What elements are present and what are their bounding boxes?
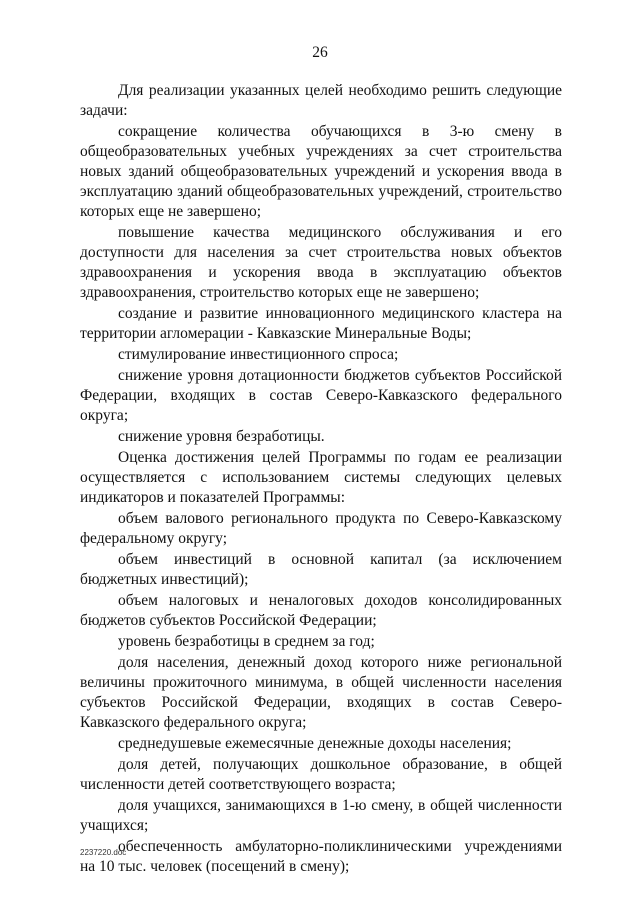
paragraph-task: создание и развитие инновационного медицинского кластера на территории агломерации - Кавказские Минеральные Воды;: [80, 305, 562, 342]
paragraph-indicator: среднедушевые ежемесячные денежные доходы населения;: [118, 735, 512, 752]
paragraph-indicator: доля учащихся, занимающихся в 1-ю смену, в общей численности учащихся;: [80, 797, 562, 834]
paragraph-task: повышение качества медицинского обслуживания и его доступности для населения за счет строительства новых объектов здравоохранения и ускорения ввода в эксплуатацию объектов здравоохранения, строительство которых еще не завершено;: [80, 224, 562, 301]
paragraph-indicator: доля детей, получающих дошкольное образование, в общей численности детей соответствующего возраста;: [80, 756, 562, 793]
paragraph-indicator: уровень безработицы в среднем за год;: [118, 633, 375, 650]
paragraph-intro: Для реализации указанных целей необходимо решить следующие задачи:: [80, 82, 562, 119]
paragraph-indicator: обеспеченность амбулаторно-поликлиническими учреждениями на 10 тыс. человек (посещений в смену);: [80, 838, 562, 875]
paragraph-task: стимулирование инвестиционного спроса;: [118, 346, 399, 363]
paragraph-indicator: объем налоговых и неналоговых доходов консолидированных бюджетов субъектов Российской Федерации;: [80, 592, 562, 629]
document-body: [80, 81, 562, 878]
paragraph-indicator: доля населения, денежный доход которого ниже региональной величины прожиточного минимума, в общей численности населения субъектов Российской Федерации, входящих в состав Северо-Кавказского федерального округа;: [80, 654, 562, 731]
page-number: 26: [312, 44, 328, 61]
document-filename: 2237220.doc: [80, 848, 127, 857]
paragraph-task: снижение уровня дотационности бюджетов субъектов Российской Федерации, входящих в состав Северо-Кавказского федерального округа;: [80, 367, 562, 424]
paragraph-task: сокращение количества обучающихся в 3-ю смену в общеобразовательных учебных учреждениях за счет строительства новых зданий общеобразовательных учреждений и ускорения ввода в эксплуатацию зданий общеобразовательных учреждений, строительство которых еще не завершено;: [80, 123, 562, 220]
paragraph-indicator: объем инвестиций в основной капитал (за исключением бюджетных инвестиций);: [80, 551, 562, 588]
paragraph-task: снижение уровня безработицы.: [118, 428, 325, 445]
paragraph-evaluation: Оценка достижения целей Программы по годам ее реализации осуществляется с использованием системы следующих целевых индикаторов и показателей Программы:: [80, 449, 562, 506]
paragraph-indicator: объем валового регионального продукта по Северо-Кавказскому федеральному округу;: [80, 510, 562, 547]
